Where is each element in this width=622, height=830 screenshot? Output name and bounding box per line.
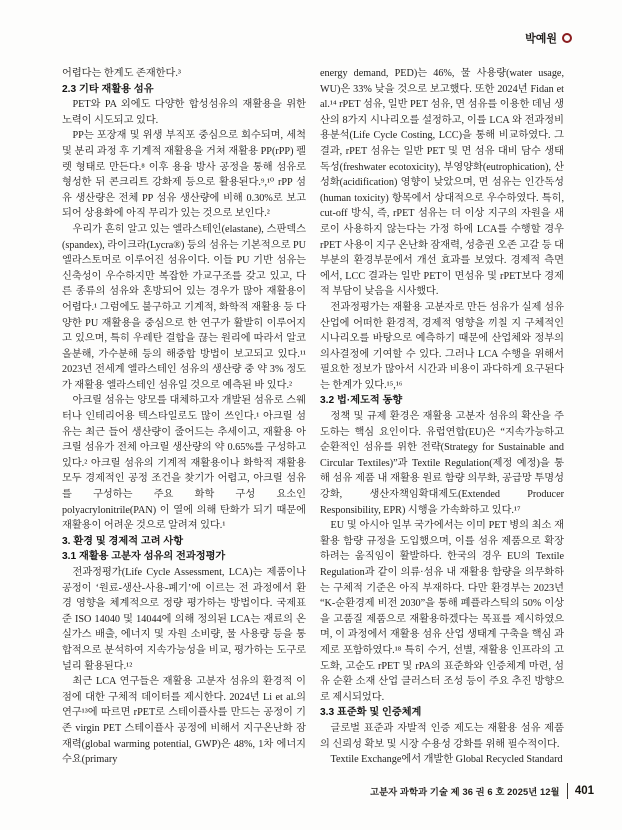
paragraph: 정책 및 규제 환경은 재활용 고분자 섬유의 확산을 주도하는 핵심 요인이다. 유럽연합(EU)은 “지속가능하고 순환적인 섬유를 위한 전략(Strategy for Sustainable and Circular Textiles)”과 Textile Regulation(제정 예정)을 통해 섬유 제품 내 재활용 원료 함량 의무화, 공급망 투명성 강화, 생산자책임확대제도(Extended Producer Responsibility, EPR) 시행을 가속화하고 있다.¹⁷ [320,411,564,516]
section-heading-3-2: 3.2 법·제도적 동향 [320,395,403,407]
right-column [320,66,564,768]
page-footer [370,783,594,799]
section-heading-3: 3. 환경 및 경제적 고려 사항 [62,535,184,547]
page-header [525,30,572,46]
author-ring-icon [562,33,572,43]
paragraph: EU 및 아시아 일부 국가에서는 이미 PET 병의 최소 재활용 함량 규정을 도입했으며, 이를 섬유 제품으로 확장하려는 움직임이 활발하다. 한국의 경우 EU의 Textile Regulation과 같이 의류·섬유 내 재활용 함량을 의무화하는 구체적 기준은 아직 부재하다. 다만 환경부는 2023년 “K-순환경제 비전 2030”을 통해 폐플라스틱의 50% 이상을 고품질 제품으로 재활용하겠다는 목표를 제시하였으며, 이 과정에서 재활용 섬유 산업 생태계 구축을 핵심 과제로 포함하였다.¹⁸ 특히 수거, 선별, 재활용 인프라의 고도화, 고순도 rPET 및 rPA의 표준화와 인증체계 마련, 섬유 순환 소재 산업 클러스터 조성 등이 주요 추진 방향으로 제시되었다. [320,520,564,703]
section-heading-2-3: 2.3 기타 재활용 섬유 [62,83,154,95]
paragraph: 글로벌 표준과 자발적 인증 제도는 재활용 섬유 제품의 신뢰성 확보 및 시장 수용성 강화를 위해 필수적이다. [320,722,564,750]
page-number: 401 [574,785,594,797]
author-name: 박예원 [525,33,557,45]
section-heading-3-3: 3.3 표준화 및 인증체계 [320,707,422,719]
paragraph-continuation: energy demand, PED)는 46%, 물 사용량(water usage, WU)은 33% 낮을 것으로 보고했다. 또한 2024년 Fidan et al.¹⁴ rPET 섬유, 일반 PET 섬유, 면 섬유를 이용한 데님 생산의 8가지 시나리오를 설정하고, 이를 LCA 와 전과정비용분석(Life Cycle Costing, LCC)을 통해 비교하였다. 그 결과, rPET 섬유는 일반 PET 및 면 섬유 대비 담수 생태독성(freshwater ecotoxicity), 부영양화(eutrophication), 산성화(acidification) 영향이 낮았으며, 면 섬유는 인간독성(human toxicity) 항목에서 상대적으로 우수하였다. 특히, cut-off 방식, 즉, rPET 섬유는 더 이상 지구의 자원을 새로이 사용하지 않는다는 가정 하에 LCA를 수행할 경우 rPET 사용이 지구 온난화 잠재력, 성층권 오존 고갈 등 대부분의 환경부문에서 개선 효과를 보였다. 경제적 측면에서, LCC 결과는 일반 PET이 면섬유 및 rPET보다 경제적 부담이 낮음을 시사했다. [320,68,564,298]
section-heading-3-1: 3.1 재활용 고분자 섬유의 전과정평가 [62,551,226,563]
paragraph-continuation: 어렵다는 한계도 존재한다.³ [62,68,181,79]
paragraph: 전과정평가(Life Cycle Assessment, LCA)는 제품이나 공정이 ‘원료-생산-사용-폐기’에 이르는 전 과정에서 환경 영향을 체계적으로 정량 평가하는 방법이다. 국제표준 ISO 14040 및 14044에 의해 정의된 LCA는 재료의 온실가스 배출, 에너지 및 자원 소비량, 물 사용량 등을 통합적으로 분석하여 지속가능성을 비교, 평가하는 도구로 널리 활용된다.¹² [62,567,306,672]
paragraph: Textile Exchange에서 개발한 Global Recycled Standard [330,754,563,766]
left-column [62,66,306,768]
paragraph: 우리가 흔히 알고 있는 엘라스테인(elastane), 스판덱스(spandex), 라이크라(Lycra®) 등의 섬유는 기본적으로 PU 엘라스토머로 이루어진 섬유이다. 이들 PU 기반 섬유는 신축성이 우수하지만 복잡한 가교구조를 갖고 있고, 다른 종류의 섬유와 혼방되어 있는 경우가 많아 재활용이 어렵다.¹ 그럼에도 불구하고 기계적, 화학적 재활용 등 다양한 PU 재활용을 중심으로 한 연구가 활발히 이루어지고 있으며, 특히 우레탄 결합을 끊는 원리에 따라서 알코올분해, 가수분해 등의 해중합 방법이 보고되고 있다.¹¹ 2023년 전세계 엘라스테인 섬유의 생산량 중 약 3% 정도가 재활용 엘라스테인 섬유일 것으로 예측된 바 있다.² [62,223,306,391]
paragraph: PET와 PA 외에도 다양한 합성섬유의 재활용을 위한 노력이 시도되고 있다. [62,99,306,126]
paragraph: PP는 포장재 및 위생 부직포 중심으로 회수되며, 세척 및 분리 과정 후 기계적 재활용을 거쳐 재활용 PP(rPP) 펠렛 형태로 만든다.⁸ 이후 용융 방사 공정을 통해 섬유로 형성한 뒤 콘크리트 강화제 등으로 활용된다.⁹,¹⁰ rPP 섬유 생산량은 전체 PP 섬유 생산량에 비해 0.30%로 보고되어 상용화에 아직 무리가 있는 것으로 보인다.² [62,130,306,220]
paragraph: 전과정평가는 재활용 고분자로 만든 섬유가 실제 섬유 산업에 어떠한 환경적, 경제적 영향을 끼칠 지 구체적인 시나리오를 바탕으로 예측하기 때문에 산업체와 정부의 의사결정에 기여할 수 있다. 그러나 LCA 수행을 위해서 필요한 정보가 많아서 시간과 비용이 과다하게 요구된다는 한계가 있다.¹⁵,¹⁶ [320,301,564,391]
journal-info: 고분자 과학과 기술 제 36 권 6 호 2025년 12월 [369,787,560,797]
paragraph: 최근 LCA 연구들은 재활용 고분자 섬유의 환경적 이점에 대한 구체적 데이터를 제시한다. 2024년 Li et al.의 연구¹³에 따르면 rPET로 스테이플사를 만드는 공정이 기존 virgin PET 스테이플사 공정에 비해서 지구온난화 잠재력(global warming potential, GWP)은 48%, 1차 에너지 수요(primary [62,676,306,766]
two-column-body [62,66,565,768]
footer-divider [567,783,568,799]
paragraph: 아크릴 섬유는 양모를 대체하고자 개발된 섬유로 스웨터나 인테리어용 텍스타일로도 많이 쓰인다.¹ 아크릴 섬유는 최근 들어 생산량이 줄어드는 추세이고, 재활용 아크릴 섬유가 전체 아크릴 생산량의 약 0.65%를 구성하고 있다.² 아크릴 섬유의 기계적 재활용이나 화학적 재활용 모두 경제적인 공정 조건을 찾기가 어렵고, 아크릴 섬유를 구성하는 주요 화학 구성 요소인 polyacrylonitrile(PAN) 이 열에 의해 탄화가 되기 때문에 재활용이 어려운 것으로 알려져 있다.¹ [62,395,306,532]
